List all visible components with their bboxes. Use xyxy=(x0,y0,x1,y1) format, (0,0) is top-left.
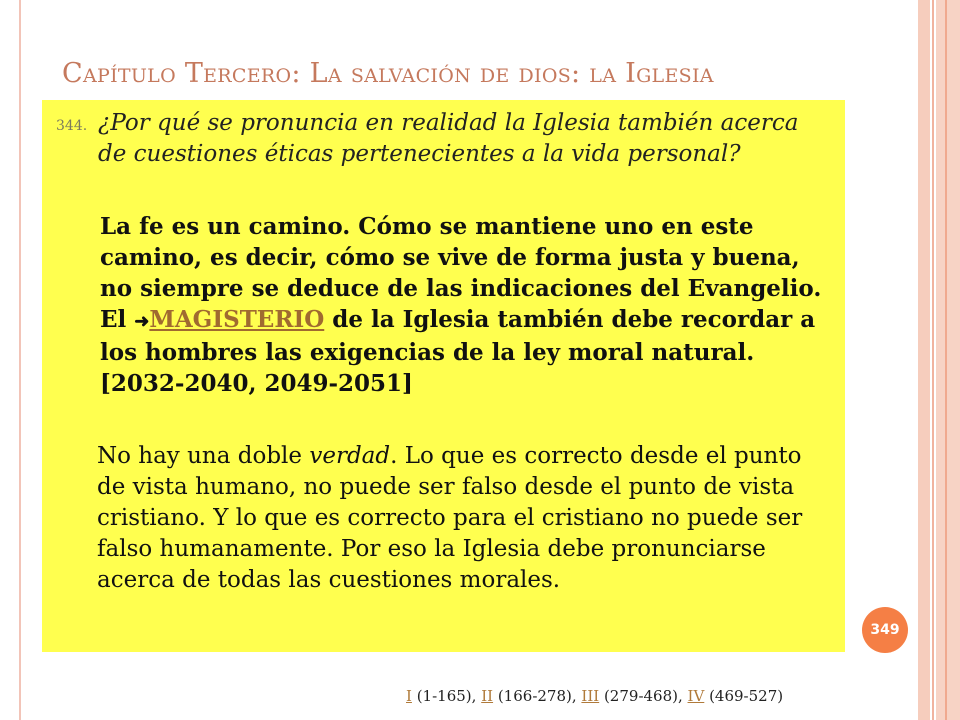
right-accent-stripe xyxy=(936,0,960,720)
section-link-i[interactable]: I xyxy=(406,687,412,705)
question-number: 344. xyxy=(56,118,88,134)
section-link-iii[interactable]: III xyxy=(581,687,600,705)
comment-text-start: No hay una doble xyxy=(97,443,310,469)
slide-title: Capítulo Tercero: La salvación de dios: la Iglesia xyxy=(62,58,714,89)
section-link-ii[interactable]: II xyxy=(481,687,494,705)
answer-text-end: de la Iglesia también debe recordar a los hombres las exigencias de la ley moral natural. [2032-2040, 2049-2051] xyxy=(100,306,816,397)
question-text: ¿Por qué se pronuncia en realidad la Iglesia también acerca de cuestiones éticas pertenecientes a la vida personal? xyxy=(98,110,799,167)
right-accent-stripe xyxy=(918,0,930,720)
section-range: (279-468), xyxy=(599,687,688,705)
comment-text-end: . Lo que es correcto desde el punto de vista humano, no puede ser falso desde el punto de vista cristiano. Y lo que es correcto para el cristiano no puede ser falso humanamente. Por eso la Iglesia debe pronunciarse acerca de todas las cuestiones morales. xyxy=(97,443,803,593)
section-link-iv[interactable]: IV xyxy=(687,687,705,705)
right-accent-stripe xyxy=(932,0,934,720)
answer-text xyxy=(100,211,835,399)
page-number-badge: 349 xyxy=(862,607,908,653)
right-accent-stripe xyxy=(945,0,947,720)
arrow-right-icon: ➜ xyxy=(134,311,150,332)
magisterio-link[interactable]: MAGISTERIO xyxy=(149,306,325,333)
comment-text xyxy=(97,441,832,596)
section-range: (469-527) xyxy=(704,687,784,705)
section-range: (1-165), xyxy=(411,687,482,705)
section-navigation xyxy=(406,687,783,705)
left-accent-line xyxy=(19,0,21,720)
comment-emphasis: verdad xyxy=(309,443,391,469)
section-range: (166-278), xyxy=(493,687,582,705)
answer-text-start: La fe es un camino. Cómo se mantiene uno en este camino, es decir, cómo se vive de forma justa y buena, no siempre se deduce de las indicaciones del Evangelio. El xyxy=(100,213,822,333)
